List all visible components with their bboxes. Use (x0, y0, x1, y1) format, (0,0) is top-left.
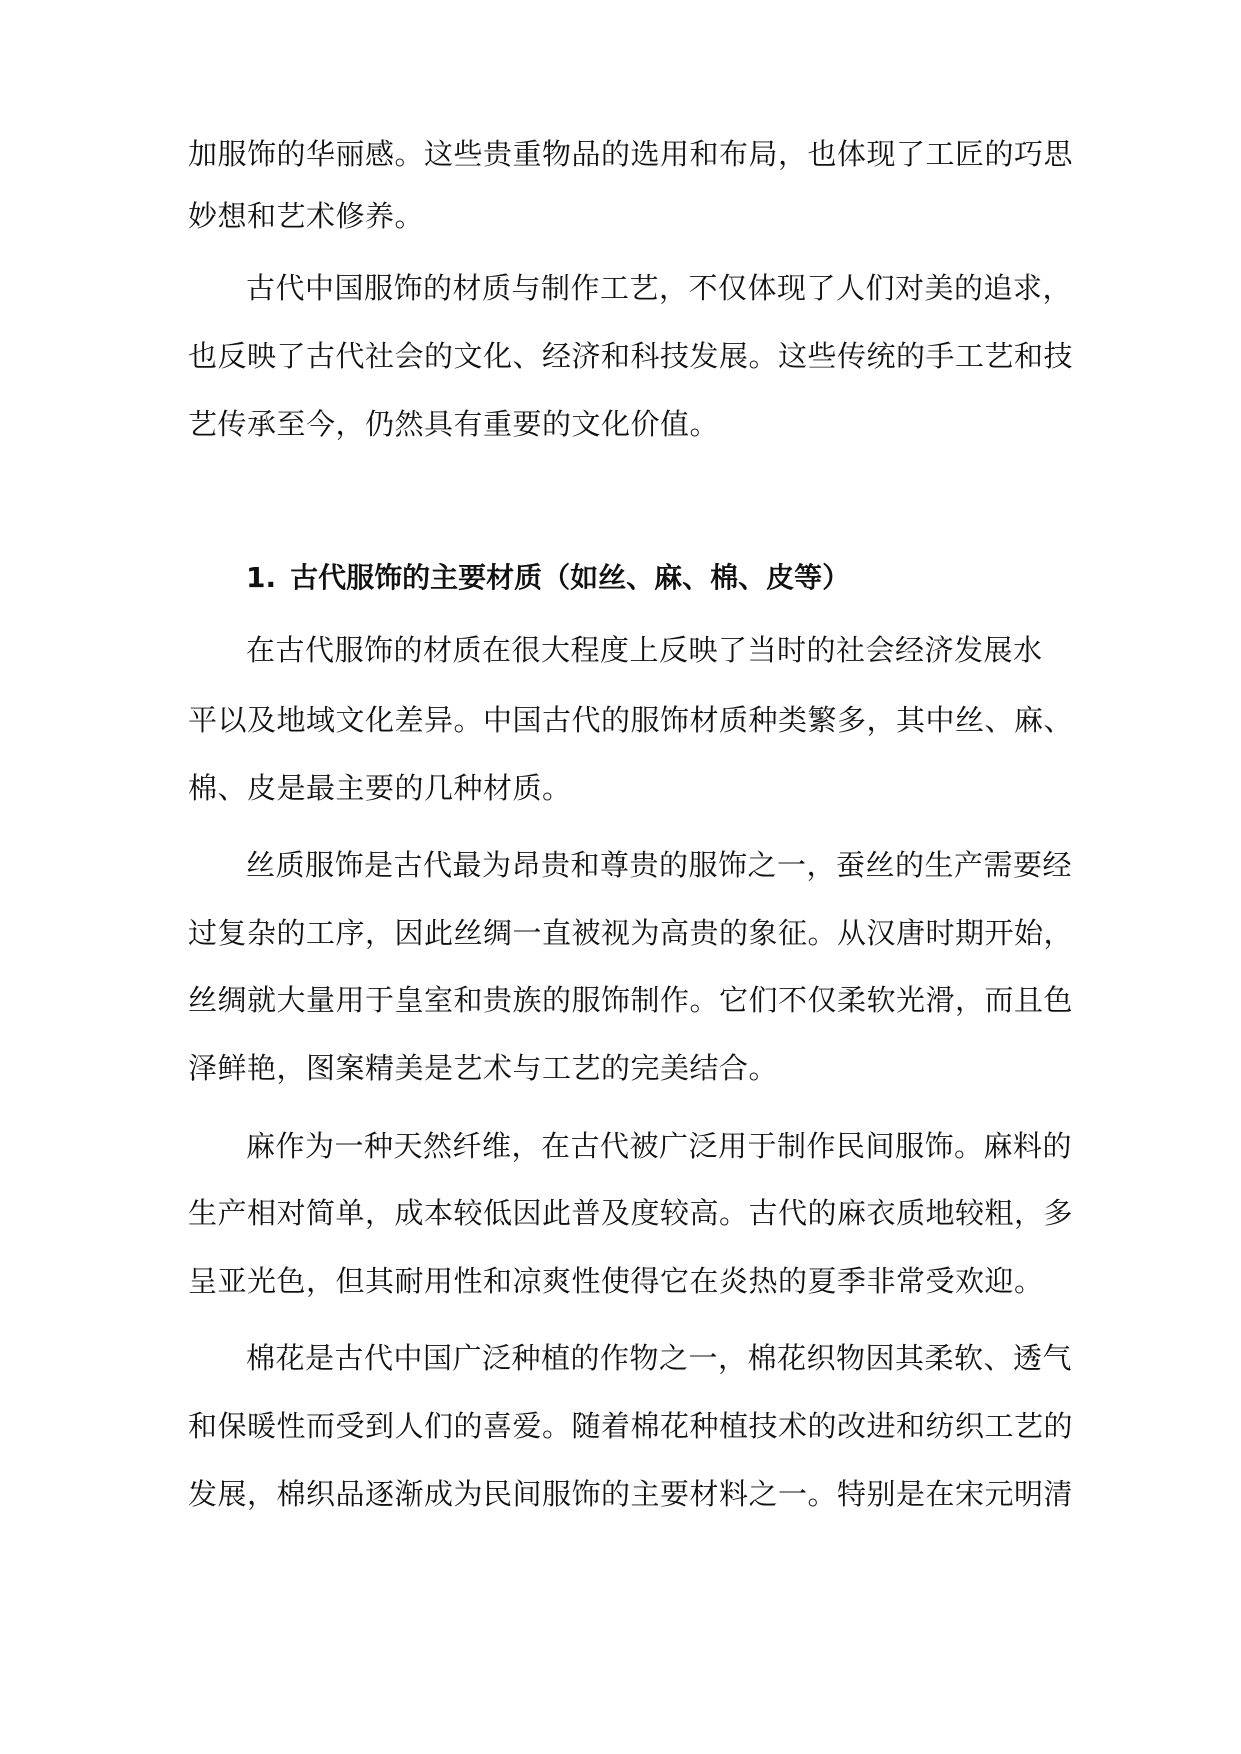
section-heading (246, 558, 1086, 598)
paragraph-line: 发展，棉织品逐渐成为民间服饰的主要材料之一。特别是在宋元明清 (188, 1477, 1074, 1511)
paragraph-line: 在古代服饰的材质在很大程度上反映了当时的社会经济发展水 (246, 633, 1043, 667)
section-heading-title: 古代服饰的主要材质（如丝、麻、棉、皮等） (290, 561, 851, 594)
paragraph-line: 生产相对简单，成本较低因此普及度较高。古代的麻衣质地较粗，多 (188, 1196, 1074, 1230)
paragraph-line: 麻作为一种天然纤维，在古代被广泛用于制作民间服饰。麻料的 (246, 1129, 1073, 1163)
paragraph-line: 泽鲜艳，图案精美是艺术与工艺的完美结合。 (188, 1051, 779, 1085)
paragraph-line: 丝质服饰是古代最为昂贵和尊贵的服饰之一，蚕丝的生产需要经 (246, 848, 1073, 882)
paragraph-line: 呈亚光色，但其耐用性和凉爽性使得它在炎热的夏季非常受欢迎。 (188, 1264, 1044, 1298)
paragraph-line: 棉、皮是最主要的几种材质。 (188, 771, 572, 805)
paragraph-line: 艺传承至今，仍然具有重要的文化价值。 (188, 407, 720, 441)
paragraph-line: 也反映了古代社会的文化、经济和科技发展。这些传统的手工艺和技 (188, 339, 1074, 373)
paragraph-line: 妙想和艺术修养。 (188, 199, 425, 233)
section-heading-number: 1. (246, 561, 277, 594)
paragraph-line: 丝绸就大量用于皇室和贵族的服饰制作。它们不仅柔软光滑，而且色 (188, 983, 1074, 1017)
paragraph-line: 加服饰的华丽感。这些贵重物品的选用和布局，也体现了工匠的巧思 (188, 137, 1074, 171)
paragraph-line: 和保暖性而受到人们的喜爱。随着棉花种植技术的改进和纺织工艺的 (188, 1409, 1074, 1443)
paragraph-line: 平以及地域文化差异。中国古代的服饰材质种类繁多，其中丝、麻、 (188, 703, 1074, 737)
paragraph-line: 过复杂的工序，因此丝绸一直被视为高贵的象征。从汉唐时期开始， (188, 916, 1074, 950)
paragraph-line: 古代中国服饰的材质与制作工艺，不仅体现了人们对美的追求， (246, 271, 1073, 305)
paragraph-line: 棉花是古代中国广泛种植的作物之一，棉花织物因其柔软、透气 (246, 1341, 1073, 1375)
